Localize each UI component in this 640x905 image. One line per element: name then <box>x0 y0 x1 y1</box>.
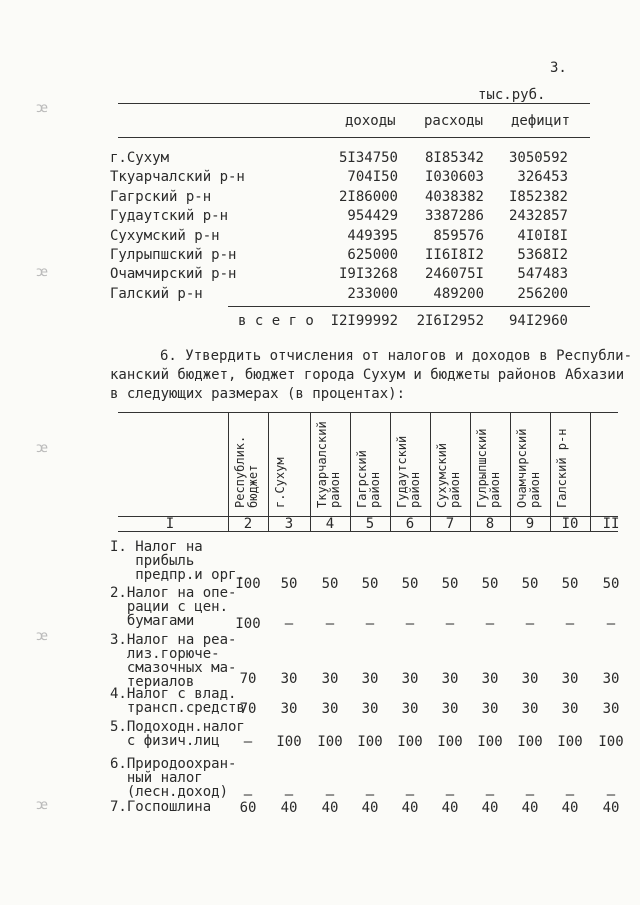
column-number: 9 <box>525 516 535 532</box>
tax-percent-value: 30 <box>481 671 499 687</box>
tax-percent-value: I00 <box>276 734 302 750</box>
margin-mark: ꭢ <box>36 100 49 116</box>
table-top-rule <box>118 412 618 413</box>
expenses-value: 8I85342 <box>424 150 484 166</box>
margin-mark: ꭢ <box>36 440 49 456</box>
column-number: 6 <box>405 516 415 532</box>
tax-percent-value: 40 <box>280 800 298 816</box>
tax-percent-value: 30 <box>441 671 459 687</box>
unit-label: тыс.руб. <box>478 87 546 103</box>
tax-row-label: 6.Природоохран- ный налог (лесн.доход) <box>110 756 237 800</box>
tax-percent-value: 70 <box>239 671 257 687</box>
column-divider <box>470 412 471 531</box>
tax-percent-value: 50 <box>602 576 620 592</box>
header-expenses: расходы <box>424 113 484 129</box>
column-header: Сухумский район <box>435 442 462 508</box>
column-header: Ткуарчалский район <box>315 421 342 508</box>
district-name: Гудаутский р-н <box>110 208 229 225</box>
tax-percent-value: 30 <box>602 701 620 717</box>
expenses-value: I030603 <box>424 169 484 186</box>
column-divider <box>310 412 311 531</box>
deficit-value: 547483 <box>517 266 568 283</box>
deficit-value: I852382 <box>508 188 568 205</box>
tax-percent-value: 50 <box>441 576 459 592</box>
tax-percent-value: I00 <box>517 734 543 750</box>
tax-percent-value: – <box>445 787 455 803</box>
column-number: 5 <box>365 516 375 532</box>
tax-percent-value: 60 <box>239 800 257 816</box>
tax-percent-value: – <box>365 787 375 803</box>
tax-percent-value: – <box>284 616 294 632</box>
tax-percent-value: 30 <box>361 701 379 717</box>
tax-row-label: 5.Подоходн.налог с физич.лиц <box>110 719 245 749</box>
income-value: 233000 <box>347 285 398 302</box>
tax-percent-value: – <box>325 616 335 632</box>
tax-percent-value: 50 <box>521 576 539 592</box>
tax-percent-value: 50 <box>481 576 499 592</box>
tax-percent-value: 40 <box>602 800 620 816</box>
tax-percent-value: I00 <box>598 734 624 750</box>
tax-percent-value: 30 <box>280 701 298 717</box>
column-header: г.Сухум <box>273 457 287 508</box>
tax-percent-value: 40 <box>521 800 539 816</box>
header-income: доходы <box>345 113 396 129</box>
column-divider <box>510 412 511 531</box>
expenses-value: 859576 <box>433 227 484 244</box>
tax-percent-value: I00 <box>317 734 343 750</box>
tax-percent-value: 50 <box>361 576 379 592</box>
total-deficit: 94I2960 <box>508 313 568 329</box>
column-header: Республик. бюджет <box>233 435 260 508</box>
tax-percent-value: 50 <box>280 576 298 592</box>
column-number: 7 <box>445 516 455 532</box>
tax-percent-value: – <box>405 616 415 632</box>
tax-percent-value: 30 <box>561 701 579 717</box>
tax-row-label: 7.Госпошлина <box>110 799 212 815</box>
total-income: I2I99992 <box>330 313 398 329</box>
column-header: Очамчирский район <box>515 428 542 508</box>
income-value: 5I34750 <box>338 150 398 166</box>
tax-percent-value: 70 <box>239 701 257 717</box>
tax-row-label: 4.Налог с влад. трансп.средств <box>110 686 245 716</box>
tax-row-label: I. Налог на прибыль предпр.и орг. <box>110 539 245 583</box>
deficit-value: 4I0I8I <box>517 227 568 244</box>
tax-percent-value: – <box>525 787 535 803</box>
tax-percent-value: 40 <box>321 800 339 816</box>
tax-percent-value: – <box>284 787 294 803</box>
tax-percent-value: – <box>485 616 495 632</box>
tax-row-label: 2.Налог на опе- рации с цен. бумагами <box>110 585 237 629</box>
column-number: 3 <box>284 516 294 532</box>
tax-percent-value: 40 <box>361 800 379 816</box>
paragraph-line: в следующих размерах (в процентах): <box>110 386 406 402</box>
district-name: Галский р-н <box>110 285 203 302</box>
tax-percent-value: 30 <box>441 701 459 717</box>
district-name: Очамчирский р-н <box>110 266 237 283</box>
tax-percent-value: I00 <box>557 734 583 750</box>
tax-percent-value: 40 <box>481 800 499 816</box>
expenses-value: 4038382 <box>424 188 484 205</box>
tax-percent-value: – <box>525 616 535 632</box>
column-header: Гагрский район <box>355 450 382 508</box>
tax-percent-value: – <box>485 787 495 803</box>
tax-row-label: 3.Налог на реа- лиз.горюче- смазочных ма- териалов <box>110 632 237 690</box>
column-number: II <box>602 516 620 532</box>
total-expenses: 2I6I2952 <box>416 313 484 329</box>
column-divider <box>390 412 391 531</box>
tax-percent-value: 30 <box>401 701 419 717</box>
district-name: Гагрский р-н <box>110 188 212 205</box>
tax-percent-value: – <box>606 787 616 803</box>
column-number: I <box>165 516 175 532</box>
tax-percent-value: 30 <box>401 671 419 687</box>
tax-percent-value: 30 <box>280 671 298 687</box>
income-value: 2I86000 <box>338 188 398 205</box>
tax-percent-value: 30 <box>321 701 339 717</box>
column-header: Гулрыпшский район <box>475 428 502 508</box>
tax-percent-value: – <box>243 734 253 750</box>
column-number: 4 <box>325 516 335 532</box>
column-divider <box>268 412 269 531</box>
tax-percent-value: 50 <box>401 576 419 592</box>
tax-percent-value: I00 <box>437 734 463 750</box>
income-value: 954429 <box>347 208 398 225</box>
paragraph-line: 6. Утвердить отчисления от налогов и доходов в Республи- <box>160 348 633 364</box>
district-name: Сухумский р-н <box>110 227 220 244</box>
margin-mark: ꭢ <box>36 797 49 813</box>
tax-percent-value: 40 <box>561 800 579 816</box>
tax-percent-value: 30 <box>561 671 579 687</box>
tax-percent-value: 40 <box>401 800 419 816</box>
tax-percent-value: 50 <box>321 576 339 592</box>
tax-percent-value: 30 <box>321 671 339 687</box>
tax-percent-value: I00 <box>357 734 383 750</box>
tax-percent-value: – <box>565 616 575 632</box>
tax-percent-value: 40 <box>441 800 459 816</box>
header-deficit: дефицит <box>511 113 571 129</box>
tax-percent-value: I00 <box>477 734 503 750</box>
tax-percent-value: 30 <box>521 671 539 687</box>
tax-percent-value: – <box>445 616 455 632</box>
tax-percent-value: I00 <box>397 734 423 750</box>
expenses-value: 489200 <box>433 285 484 302</box>
income-value: 704I50 <box>347 169 398 186</box>
column-header: Галский р-н <box>555 428 569 508</box>
deficit-value: 2432857 <box>508 208 568 225</box>
margin-mark: ꭢ <box>36 628 49 644</box>
tax-percent-value: I00 <box>235 576 261 592</box>
tax-percent-value: – <box>606 616 616 632</box>
tax-percent-value: – <box>243 787 253 803</box>
income-value: I9I3268 <box>338 266 398 283</box>
column-number: 2 <box>243 516 253 532</box>
tax-percent-value: – <box>565 787 575 803</box>
column-divider <box>228 412 229 531</box>
total-label: в с е г о <box>238 313 314 329</box>
deficit-value: 5368I2 <box>517 247 568 263</box>
column-number: I0 <box>561 516 579 532</box>
tax-percent-value: 30 <box>481 701 499 717</box>
deficit-value: 256200 <box>517 285 568 302</box>
tax-percent-value: 50 <box>561 576 579 592</box>
column-divider <box>430 412 431 531</box>
district-name: Ткуарчалский р-н <box>110 169 245 186</box>
expenses-value: II6I8I2 <box>424 247 484 263</box>
district-name: Гулрыпшский р-н <box>110 247 237 263</box>
district-name: г.Сухум <box>110 150 170 166</box>
expenses-value: 246075I <box>424 266 484 283</box>
tax-percent-value: – <box>405 787 415 803</box>
paragraph-line: канский бюджет, бюджет города Сухум и бюджеты районов Абхазии <box>110 367 625 383</box>
column-divider <box>350 412 351 531</box>
column-divider <box>590 412 591 531</box>
margin-mark: ꭢ <box>36 264 49 280</box>
deficit-value: 3050592 <box>508 150 568 166</box>
income-value: 625000 <box>347 247 398 263</box>
deficit-value: 326453 <box>517 169 568 186</box>
page-number: 3. <box>550 60 567 76</box>
column-divider <box>550 412 551 531</box>
tax-percent-value: 30 <box>602 671 620 687</box>
tax-percent-value: – <box>325 787 335 803</box>
tax-percent-value: 30 <box>521 701 539 717</box>
tax-percent-value: I00 <box>235 616 261 632</box>
income-value: 449395 <box>347 227 398 244</box>
column-header: Гудаутский район <box>395 435 422 508</box>
tax-percent-value: – <box>365 616 375 632</box>
expenses-value: 3387286 <box>424 208 484 225</box>
tax-percent-value: 30 <box>361 671 379 687</box>
column-number: 8 <box>485 516 495 532</box>
